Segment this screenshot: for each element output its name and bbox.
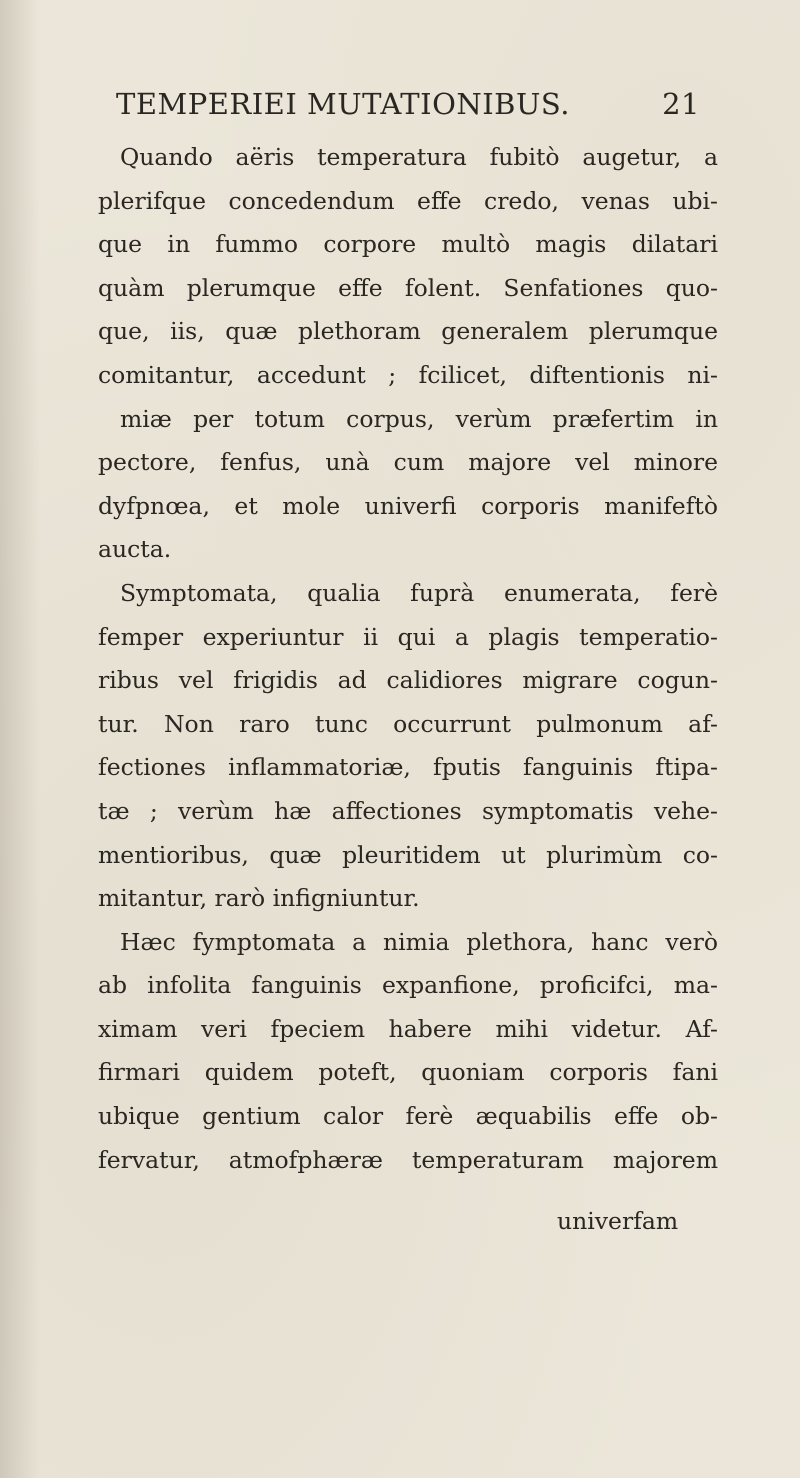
text-line: tæ ; verùm hæ affectiones symptomatis vehe- [98,796,718,825]
text-line: Quando aëris temperatura fubitò augetur, a [120,143,718,171]
text-line: mentioribus, quæ pleuritidem ut plurimùm co- [98,840,718,869]
running-title: TEMPERIEI MUTATIONIBUS. [116,87,570,121]
page-number: 21 [662,87,700,121]
text-line: fectiones inflammatoriæ, fputis fanguinis ftipa- [98,753,718,782]
text-line: tur. Non raro tunc occurrunt pulmonum af- [98,709,718,738]
running-head [116,84,700,124]
text-line: ximam veri fpeciem habere mihi videtur. Af- [98,1014,718,1043]
text-line: dyfpnœa, et mole univerfi corporis manifeftò [98,491,718,520]
text-line: Symptomata, qualia fuprà enumerata, ferè [120,578,718,607]
text-line: miæ per totum corpus, verùm præfertim in [120,404,718,433]
text-line: ab infolita fanguinis expanfione, proficifci, ma- [98,971,718,1000]
text-line: pectore, fenfus, unà cum majore vel minore [98,448,718,477]
text-line: femper experiuntur ii qui a plagis temperatio- [98,622,718,651]
catchword: univerfam [557,1207,679,1235]
text-line: plerifque concedendum effe credo, venas ubi- [98,186,718,215]
text-line: que, iis, quæ plethoram generalem plerumque [98,317,718,346]
text-line: ubique gentium calor ferè æquabilis effe ob- [98,1102,718,1131]
text-line: Hæc fymptomata a nimia plethora, hanc verò [120,927,718,956]
gutter-shadow [0,0,40,1478]
text-line: comitantur, accedunt ; fcilicet, diftentionis ni- [98,360,718,389]
text-line: firmari quidem poteft, quoniam corporis fani [98,1058,718,1087]
text-line: que in fummo corpore multò magis dilatari [98,230,718,259]
text-line: quàm plerumque effe folent. Senfationes quo- [98,273,718,302]
text-line: fervatur, atmofphæræ temperaturam majorem [98,1145,718,1174]
text-line: ribus vel frigidis ad calidiores migrare cogun- [98,666,718,695]
text-line: aucta. [98,535,172,564]
text-line: mitantur, rarò infigniuntur. [98,884,420,913]
body-text [98,136,718,1182]
